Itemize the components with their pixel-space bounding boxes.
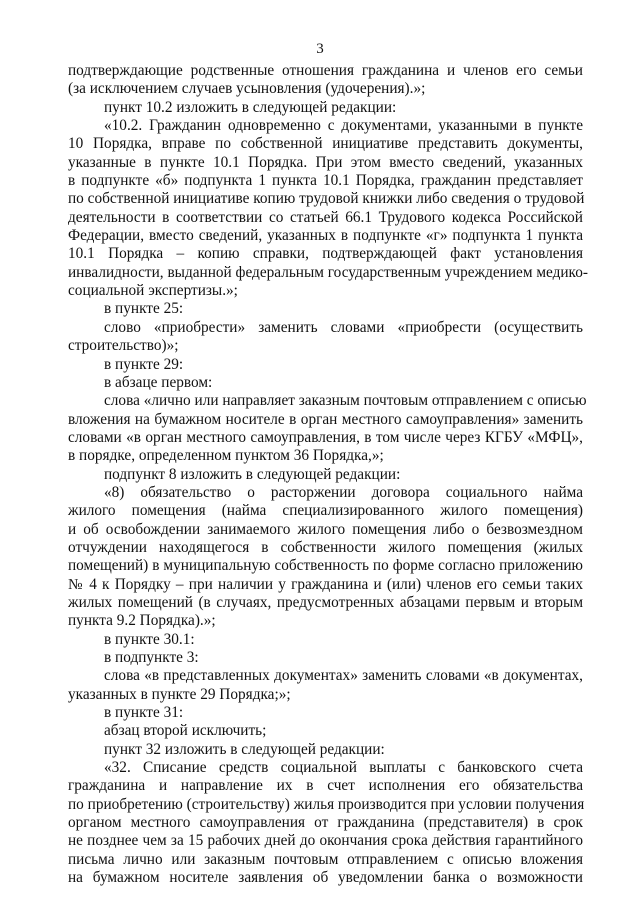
- text-line: в пункте 30.1:: [104, 630, 195, 648]
- paragraph: [68, 356, 583, 374]
- paragraph: [68, 759, 583, 887]
- text-line: инвалидности, выданной федеральным государственным учреждением медико-: [68, 263, 588, 281]
- text-line: № 4 к Порядку – при наличии у гражданина и (или) членов его семьи таких: [68, 575, 583, 593]
- text-line: в порядке, определенном пунктом 36 Порядка,»;: [68, 447, 384, 465]
- text-line: письма лично или заказным почтовым отправлением с описью вложения: [68, 850, 583, 868]
- text-line: жилого помещения (найма специализированного жилого помещения): [68, 502, 583, 520]
- text-line: слова «лично или направляет заказным почтовым отправлением с описью: [104, 392, 587, 410]
- text-line: и об освобождении занимаемого жилого помещения либо о безвозмездном: [68, 520, 583, 538]
- text-line: не позднее чем за 15 рабочих дней до окончания срока действия гарантийного: [68, 832, 583, 850]
- paragraph: [68, 392, 587, 465]
- text-line: «8) обязательство о расторжении договора социального найма: [104, 483, 583, 501]
- text-line: словами «в орган местного самоуправления, в том числе через КГБУ «МФЦ»,: [68, 428, 583, 446]
- text-line: слова «в представленных документах» заменить словами «в документах,: [104, 667, 583, 685]
- text-line: 10.1 Порядка – копию справки, подтверждающей факт установления: [68, 245, 583, 263]
- document-body: [68, 62, 588, 887]
- text-line: абзац второй исключить;: [104, 722, 267, 740]
- text-line: Федерации, вместо сведений, указанных в подпункте «г» подпункта 1 пункта: [68, 227, 583, 245]
- text-line: в подпункте 3:: [104, 649, 199, 666]
- text-line: гражданина и направление их в счет исполнения его обязательства: [68, 777, 583, 795]
- text-line: вложения на бумажном носителе в орган местного самоуправления» заменить: [68, 410, 583, 428]
- text-line: по собственной инициативе копию трудовой книжки либо сведения о трудовой: [68, 190, 585, 208]
- text-line: слово «приобрести» заменить словами «приобрести (осуществить: [104, 318, 583, 336]
- paragraph: [68, 117, 588, 300]
- paragraph: [68, 722, 583, 740]
- paragraph: [68, 631, 583, 649]
- text-line: помещений) в муниципальную собственность по форме согласно приложению: [68, 557, 583, 575]
- text-line: отчуждении находящегося в собственности жилого помещения (жилых: [68, 538, 583, 556]
- text-line: пункт 32 изложить в следующей редакции:: [104, 740, 385, 758]
- paragraph: [68, 319, 583, 356]
- text-line: органом местного самоуправления от гражданина (представителя) в срок: [68, 814, 583, 832]
- text-line: пункта 9.2 Порядка).»;: [68, 612, 216, 630]
- paragraph: [68, 62, 583, 99]
- text-line: в подпункте «б» подпункта 1 пункта 10.1 Порядка, гражданин представляет: [68, 172, 583, 190]
- paragraph: [68, 466, 583, 484]
- text-line: подпункт 8 изложить в следующей редакции:: [104, 465, 401, 483]
- text-line: в пункте 29:: [104, 355, 184, 373]
- paragraph: [68, 667, 583, 704]
- text-line: указанные в пункте 10.1 Порядка. При этом вместо сведений, указанных: [68, 153, 583, 171]
- text-line: в абзаце первом:: [104, 373, 213, 391]
- paragraph: [68, 300, 583, 318]
- text-line: в пункте 25:: [104, 300, 184, 318]
- paragraph: [68, 649, 583, 667]
- text-line: (за исключением случаев усыновления (удочерения).»;: [68, 80, 426, 98]
- text-line: подтверждающие родственные отношения гражданина и членов его семьи: [68, 62, 583, 79]
- paragraph: [68, 99, 583, 117]
- page-number: 3: [316, 41, 324, 57]
- paragraph: [68, 741, 583, 759]
- text-line: на бумажном носителе заявления об уведомлении банка о возможности: [68, 869, 583, 887]
- paragraph: [68, 374, 583, 392]
- text-line: пункт 10.2 изложить в следующей редакции:: [104, 98, 397, 116]
- paragraph: [68, 484, 583, 631]
- text-line: в пункте 31:: [104, 704, 184, 722]
- text-line: по приобретению (строительству) жилья производится при условии получения: [68, 795, 585, 813]
- paragraph: [68, 704, 583, 722]
- text-line: социальной экспертизы.»;: [68, 282, 238, 300]
- text-line: «32. Списание средств социальной выплаты с банковского счета: [104, 759, 583, 777]
- text-line: указанных в пункте 29 Порядка;»;: [68, 685, 291, 703]
- text-line: строительство)»;: [68, 337, 179, 355]
- text-line: деятельности в соответствии со статьей 66.1 Трудового кодекса Российской: [68, 208, 583, 226]
- text-line: жилых помещений (в случаях, предусмотренных абзацами первым и вторым: [68, 593, 583, 611]
- text-line: «10.2. Гражданин одновременно с документами, указанными в пункте: [104, 117, 583, 135]
- text-line: 10 Порядка, вправе по собственной инициативе представить документы,: [68, 135, 583, 153]
